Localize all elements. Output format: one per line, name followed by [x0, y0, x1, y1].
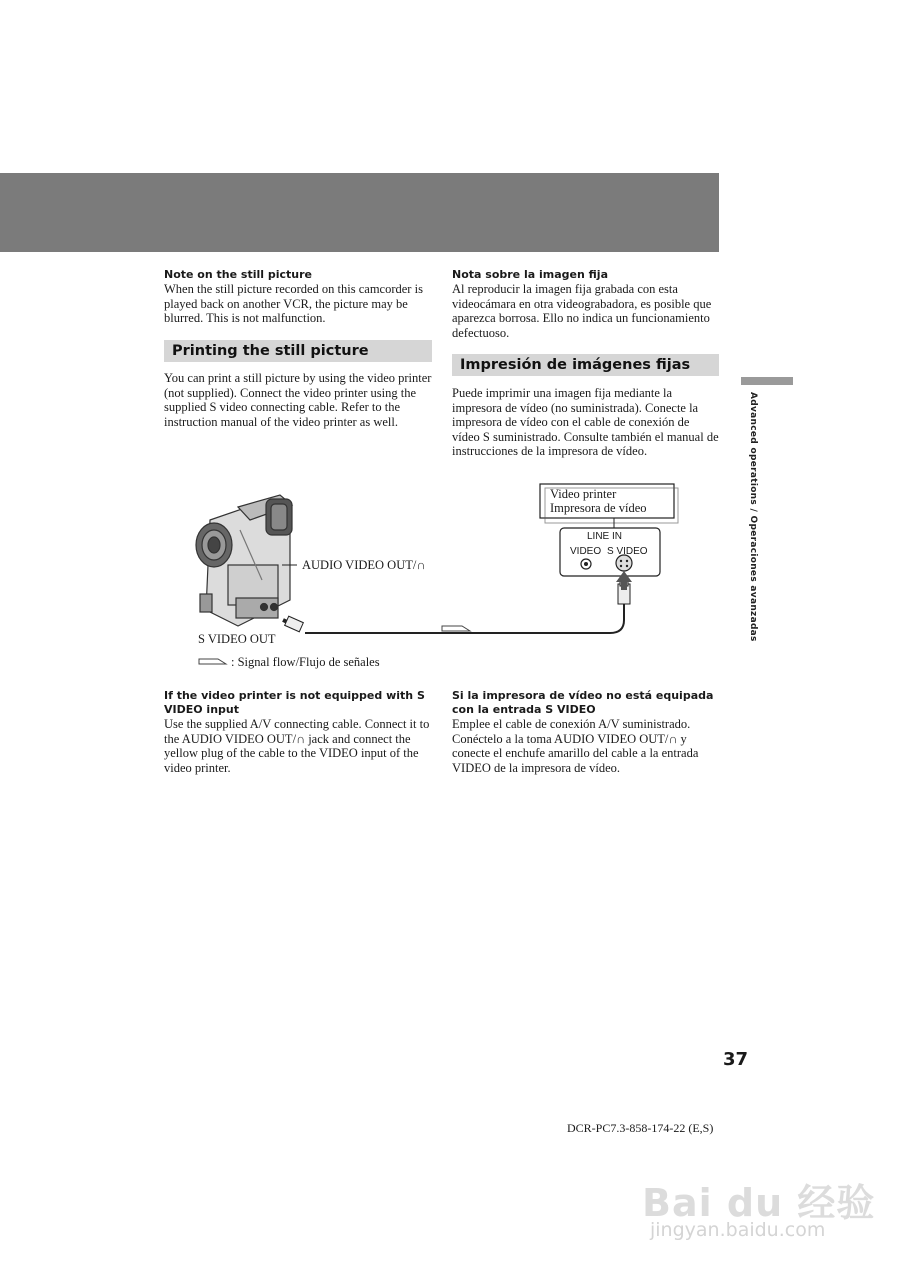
watermark-brand: Bai du 经验 [642, 1181, 876, 1225]
s-video-out-label: S VIDEO OUT [198, 632, 276, 646]
s-video-jack-label: S VIDEO [607, 546, 648, 557]
camcorder-illustration [196, 495, 292, 626]
section-heading-es: Impresión de imágenes fijas [452, 354, 719, 376]
printer-label-es: Impresora de vídeo [550, 501, 647, 515]
legend-arrow-icon [199, 659, 226, 664]
s-video-cable [283, 578, 630, 633]
note-title-en: Note on the still picture [164, 268, 312, 281]
tip-body-es: Emplee el cable de conexión A/V suministrado. Conéctelo a la toma AUDIO VIDEO OUT/∩ y conecte el enchufe amarillo del cable a la entrada VIDEO de la impresora de vídeo. [452, 717, 699, 775]
tip-section-es [452, 689, 720, 775]
intro-body-es: Puede imprimir una imagen fija mediante la impresora de vídeo (no suministrada). Conecte la impresora de vídeo con el cable de conexión de vídeo S suministrado. Consulte también el manual de instrucciones de la impresora de vídeo. [452, 386, 719, 459]
tip-title-en: If the video printer is not equipped with S VIDEO input [164, 689, 425, 716]
note-body-es: Al reproducir la imagen fija grabada con esta videocámara en otra videograbadora, es posible que aparezca borrosa. Ello no indica un funcionamiento defectuoso. [452, 282, 712, 340]
note-title-es: Nota sobre la imagen fija [452, 268, 608, 281]
signal-flow-arrow [442, 626, 470, 631]
watermark-url: jingyan.baidu.com [650, 1219, 826, 1241]
side-tab-label: Advanced operations / Operaciones avanzadas [748, 392, 758, 642]
video-jack-label: VIDEO [570, 546, 602, 557]
document-code: DCR-PC7.3-858-174-22 (E,S) [567, 1121, 714, 1135]
line-in-label: LINE IN [587, 531, 623, 542]
intro-body-en: You can print a still picture by using the video printer (not supplied). Connect the video printer using the supplied S video connecting cable. Refer to the instruction manual of the video printer as well. [164, 371, 432, 429]
printer-label-en: Video printer [550, 487, 617, 501]
tip-body-en: Use the supplied A/V connecting cable. Connect it to the AUDIO VIDEO OUT/∩ jack and connect the yellow plug of the cable to the VIDEO input of the video printer. [164, 717, 430, 775]
tip-title-es: Si la impresora de vídeo no está equipada con la entrada S VIDEO [452, 689, 714, 716]
av-out-label: AUDIO VIDEO OUT/∩ [302, 558, 426, 572]
note-body-en: When the still picture recorded on this camcorder is played back on another VCR, the picture may be blurred. This is not malfunction. [164, 282, 423, 326]
signal-flow-legend: : Signal flow/Flujo de señales [231, 655, 380, 669]
page-number: 37 [723, 1049, 749, 1070]
tip-section-en [164, 689, 432, 775]
section-heading-en: Printing the still picture [164, 340, 432, 362]
